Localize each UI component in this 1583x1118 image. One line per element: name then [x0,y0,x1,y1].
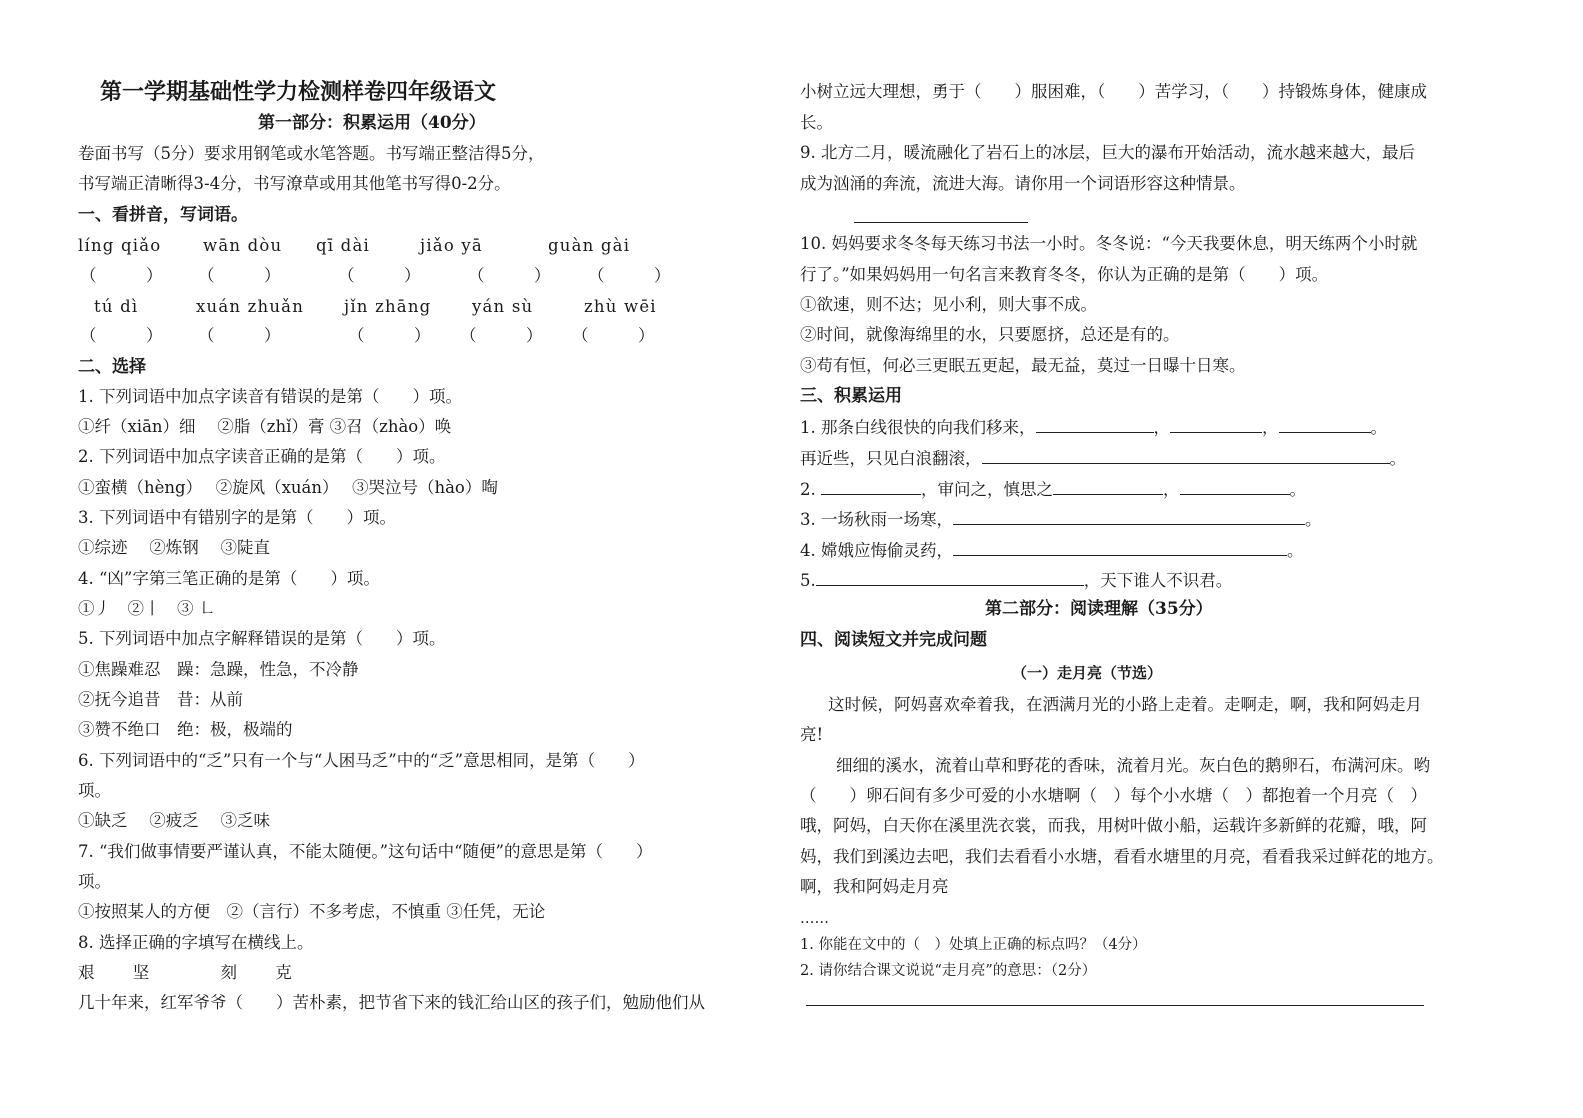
comma: ， [1153,418,1170,437]
read-q2-answer-line[interactable] [806,1005,1424,1006]
read-q2: 2. 请你结合课文说说“走月亮”的意思：（2分） [800,963,1097,979]
answer-box-9[interactable]: （ ） [460,326,543,345]
period: 。 [1370,418,1387,437]
acc-q1b [800,447,1406,470]
acc-q2-blank-1[interactable] [821,478,921,495]
read-q1: 1. 你能在文中的（ ）处填上正确的标点吗？（4分） [800,937,1147,953]
q5: 5. 下列词语中加点字解释错误的是第（ ）项。 [78,629,446,648]
intro-line-2: 书写端正清晰得3-4分，书写潦草或用其他笔书写得0-2分。 [78,174,511,193]
section-2-heading: 二、选择 [78,357,146,377]
acc-q5-blank[interactable] [816,569,1084,586]
part1-heading: 第一部分：积累运用（40分） [258,113,486,133]
answer-box-2[interactable]: （ ） [198,266,281,285]
acc-q5-text: ，天下谁人不识君。 [1083,571,1233,590]
acc-q2-text: ，审问之，慎思之 [921,480,1053,499]
period: 。 [1289,480,1306,499]
q4-options: ①丿 ②丨 ③ ㇗ [78,599,216,618]
pinyin-8: jǐn zhāng [344,297,432,316]
pinyin-9: yán sù [472,297,534,316]
answer-box-7[interactable]: （ ） [198,326,281,345]
passage-line-3: 细细的溪水，流着山草和野花的香味，流着月光。灰白色的鹅卵石，布满河床。哟 [836,756,1430,775]
q7-cont: 项。 [78,872,111,891]
comma: ， [1163,480,1180,499]
answer-box-4[interactable]: （ ） [468,266,551,285]
q6: 6. 下列词语中的“乏”只有一个与“人困马乏”中的“乏”意思相同，是第（ ） [78,751,645,770]
answer-box-1[interactable]: （ ） [80,266,163,285]
q7: 7. “我们做事情要严谨认真，不能太随便。”这句话中“随便”的意思是第（ ） [78,842,653,861]
pinyin-6: tú dì [94,297,139,316]
pinyin-3: qī dài [316,236,370,255]
acc-q1b-blank[interactable] [982,447,1390,464]
q1-options: ①纤（xiān）细 ②脂（zhǐ）膏 ③召（zhào）唤 [78,417,452,436]
period: 。 [1305,510,1322,529]
acc-q2-blank-2[interactable] [1053,478,1163,495]
part2-heading: 第二部分：阅读理解（35分） [985,599,1213,619]
q9: 9. 北方二月，暖流融化了岩石上的冰层，巨大的瀑布开始活动，流水越来越大，最后 [800,143,1415,162]
pinyin-4: jiǎo yā [420,236,483,255]
q8: 8. 选择正确的字填写在横线上。 [78,933,314,952]
q8-sentence: 几十年来，红军爷爷（ ）苦朴素，把节省下来的钱汇给山区的孩子们，勉励他们从 [78,993,705,1012]
acc-q3-blank[interactable] [953,508,1305,525]
answer-box-6[interactable]: （ ） [80,326,163,345]
period: 。 [1287,541,1304,560]
passage-line-4: （ ）卵石间有多少可爱的小水塘啊（ ）每个小水塘（ ）都抱着一个月亮（ ） [800,786,1427,805]
acc-q5-prefix: 5. [800,571,816,590]
pinyin-2: wān dòu [203,236,283,255]
acc-q1a-text: 1. 那条白线很快的向我们移来， [800,418,1036,437]
q8-sentence-end: 长。 [800,113,833,132]
q7-options: ①按照某人的方便 ②（言行）不多考虑，不慎重 ③任凭，无论 [78,902,546,921]
q6-cont: 项。 [78,781,111,800]
q10-option-2: ②时间，就像海绵里的水，只要愿挤，总还是有的。 [800,325,1180,344]
pinyin-1: líng qiǎo [78,236,162,255]
acc-q3 [800,508,1322,531]
acc-q4-blank[interactable] [953,539,1287,556]
q6-options: ①缺乏 ②疲乏 ③乏味 [78,811,270,830]
q10-option-3: ③苟有恒，何必三更眠五更起，最无益，莫过一日曝十日寒。 [800,356,1246,375]
q5-option-1: ①焦躁难忍 躁：急躁，性急，不冷静 [78,660,359,679]
period: 。 [1389,449,1406,468]
q2: 2. 下列词语中加点字读音正确的是第（ ）项。 [78,447,446,466]
q8-chars: 艰 坚 刻 克 [78,963,292,982]
section-3-heading: 三、积累运用 [800,386,902,406]
q4: 4. “凶”字第三笔正确的是第（ ）项。 [78,569,380,588]
pinyin-10: zhù wēi [584,297,657,316]
section-1-heading: 一、看拼音，写词语。 [78,205,248,225]
answer-box-5[interactable]: （ ） [588,266,671,285]
acc-q2 [800,478,1306,501]
intro-line-1: 卷面书写（5分）要求用钢笔或水笔答题。书写端正整洁得5分， [78,144,545,163]
acc-q4-text: 4. 嫦娥应悔偷灵药， [800,541,953,560]
q5-option-2: ②抚今追昔 昔：从前 [78,690,243,709]
q10: 10. 妈妈要求冬冬每天练习书法一小时。冬冬说：“今天我要休息，明天练两个小时就 [800,234,1418,253]
q10-option-1: ①欲速，则不达；见小利，则大事不成。 [800,295,1097,314]
page-title: 第一学期基础性学力检测样卷四年级语文 [100,79,497,105]
acc-q5 [800,569,1232,592]
q9-cont: 成为汹涌的奔流，流进大海。请你用一个词语形容这种情景。 [800,174,1246,193]
q3: 3. 下列词语中有错别字的是第（ ）项。 [78,508,396,527]
acc-q1a-blank-3[interactable] [1279,416,1371,433]
passage-line-1: 这时候，阿妈喜欢牵着我，在洒满月光的小路上走着。走啊走，啊，我和阿妈走月 [828,695,1422,714]
acc-q1a-blank-2[interactable] [1170,416,1262,433]
acc-q4 [800,539,1304,562]
section-4-heading: 四、阅读短文并完成问题 [800,630,987,650]
passage-line-5: 哦，阿妈，白天你在溪里洗衣裳，而我，用树叶做小船，运载许多新鲜的花瓣，哦，阿 [800,816,1427,835]
passage-line-6: 妈，我们到溪边去吧，我们去看看小水塘，看看水塘里的月亮，看看我采过鲜花的地方。 [800,847,1444,866]
q9-answer-line[interactable] [854,222,1028,223]
acc-q1a-blank-1[interactable] [1036,416,1154,433]
answer-box-3[interactable]: （ ） [338,266,421,285]
passage-line-2: 亮! [800,725,824,744]
acc-q1b-text: 再近些，只见白浪翻滚， [800,449,982,468]
acc-q2-blank-3[interactable] [1180,478,1290,495]
answer-box-8[interactable]: （ ） [348,326,431,345]
answer-box-10[interactable]: （ ） [572,326,655,345]
q3-options: ①综迹 ②炼钢 ③陡直 [78,538,270,557]
q1: 1. 下列词语中加点字读音有错误的是第（ ）项。 [78,387,462,406]
q5-option-3: ③赞不绝口 绝：极，极端的 [78,720,293,739]
comma: ， [1262,418,1279,437]
q2-options: ①蛮横（hèng） ②旋风（xuán） ③哭泣号（hào）啕 [78,478,498,497]
acc-q3-text: 3. 一场秋雨一场寒， [800,510,953,529]
pinyin-5: guàn gài [548,236,631,255]
acc-q1a [800,416,1387,439]
passage-subtitle: （一）走月亮（节选） [1012,664,1163,682]
passage-line-7: 啊，我和阿妈走月亮 [800,877,949,896]
acc-q2-prefix: 2. [800,480,816,499]
passage-ellipsis: …… [800,911,829,927]
pinyin-7: xuán zhuǎn [196,297,305,316]
q10-cont: 行了。”如果妈妈用一句名言来教育冬冬，你认为正确的是第（ ）项。 [800,265,1329,284]
q8-sentence-cont: 小树立远大理想，勇于（ ）服困难，（ ）苦学习，（ ）持锻炼身体，健康成 [800,82,1427,101]
